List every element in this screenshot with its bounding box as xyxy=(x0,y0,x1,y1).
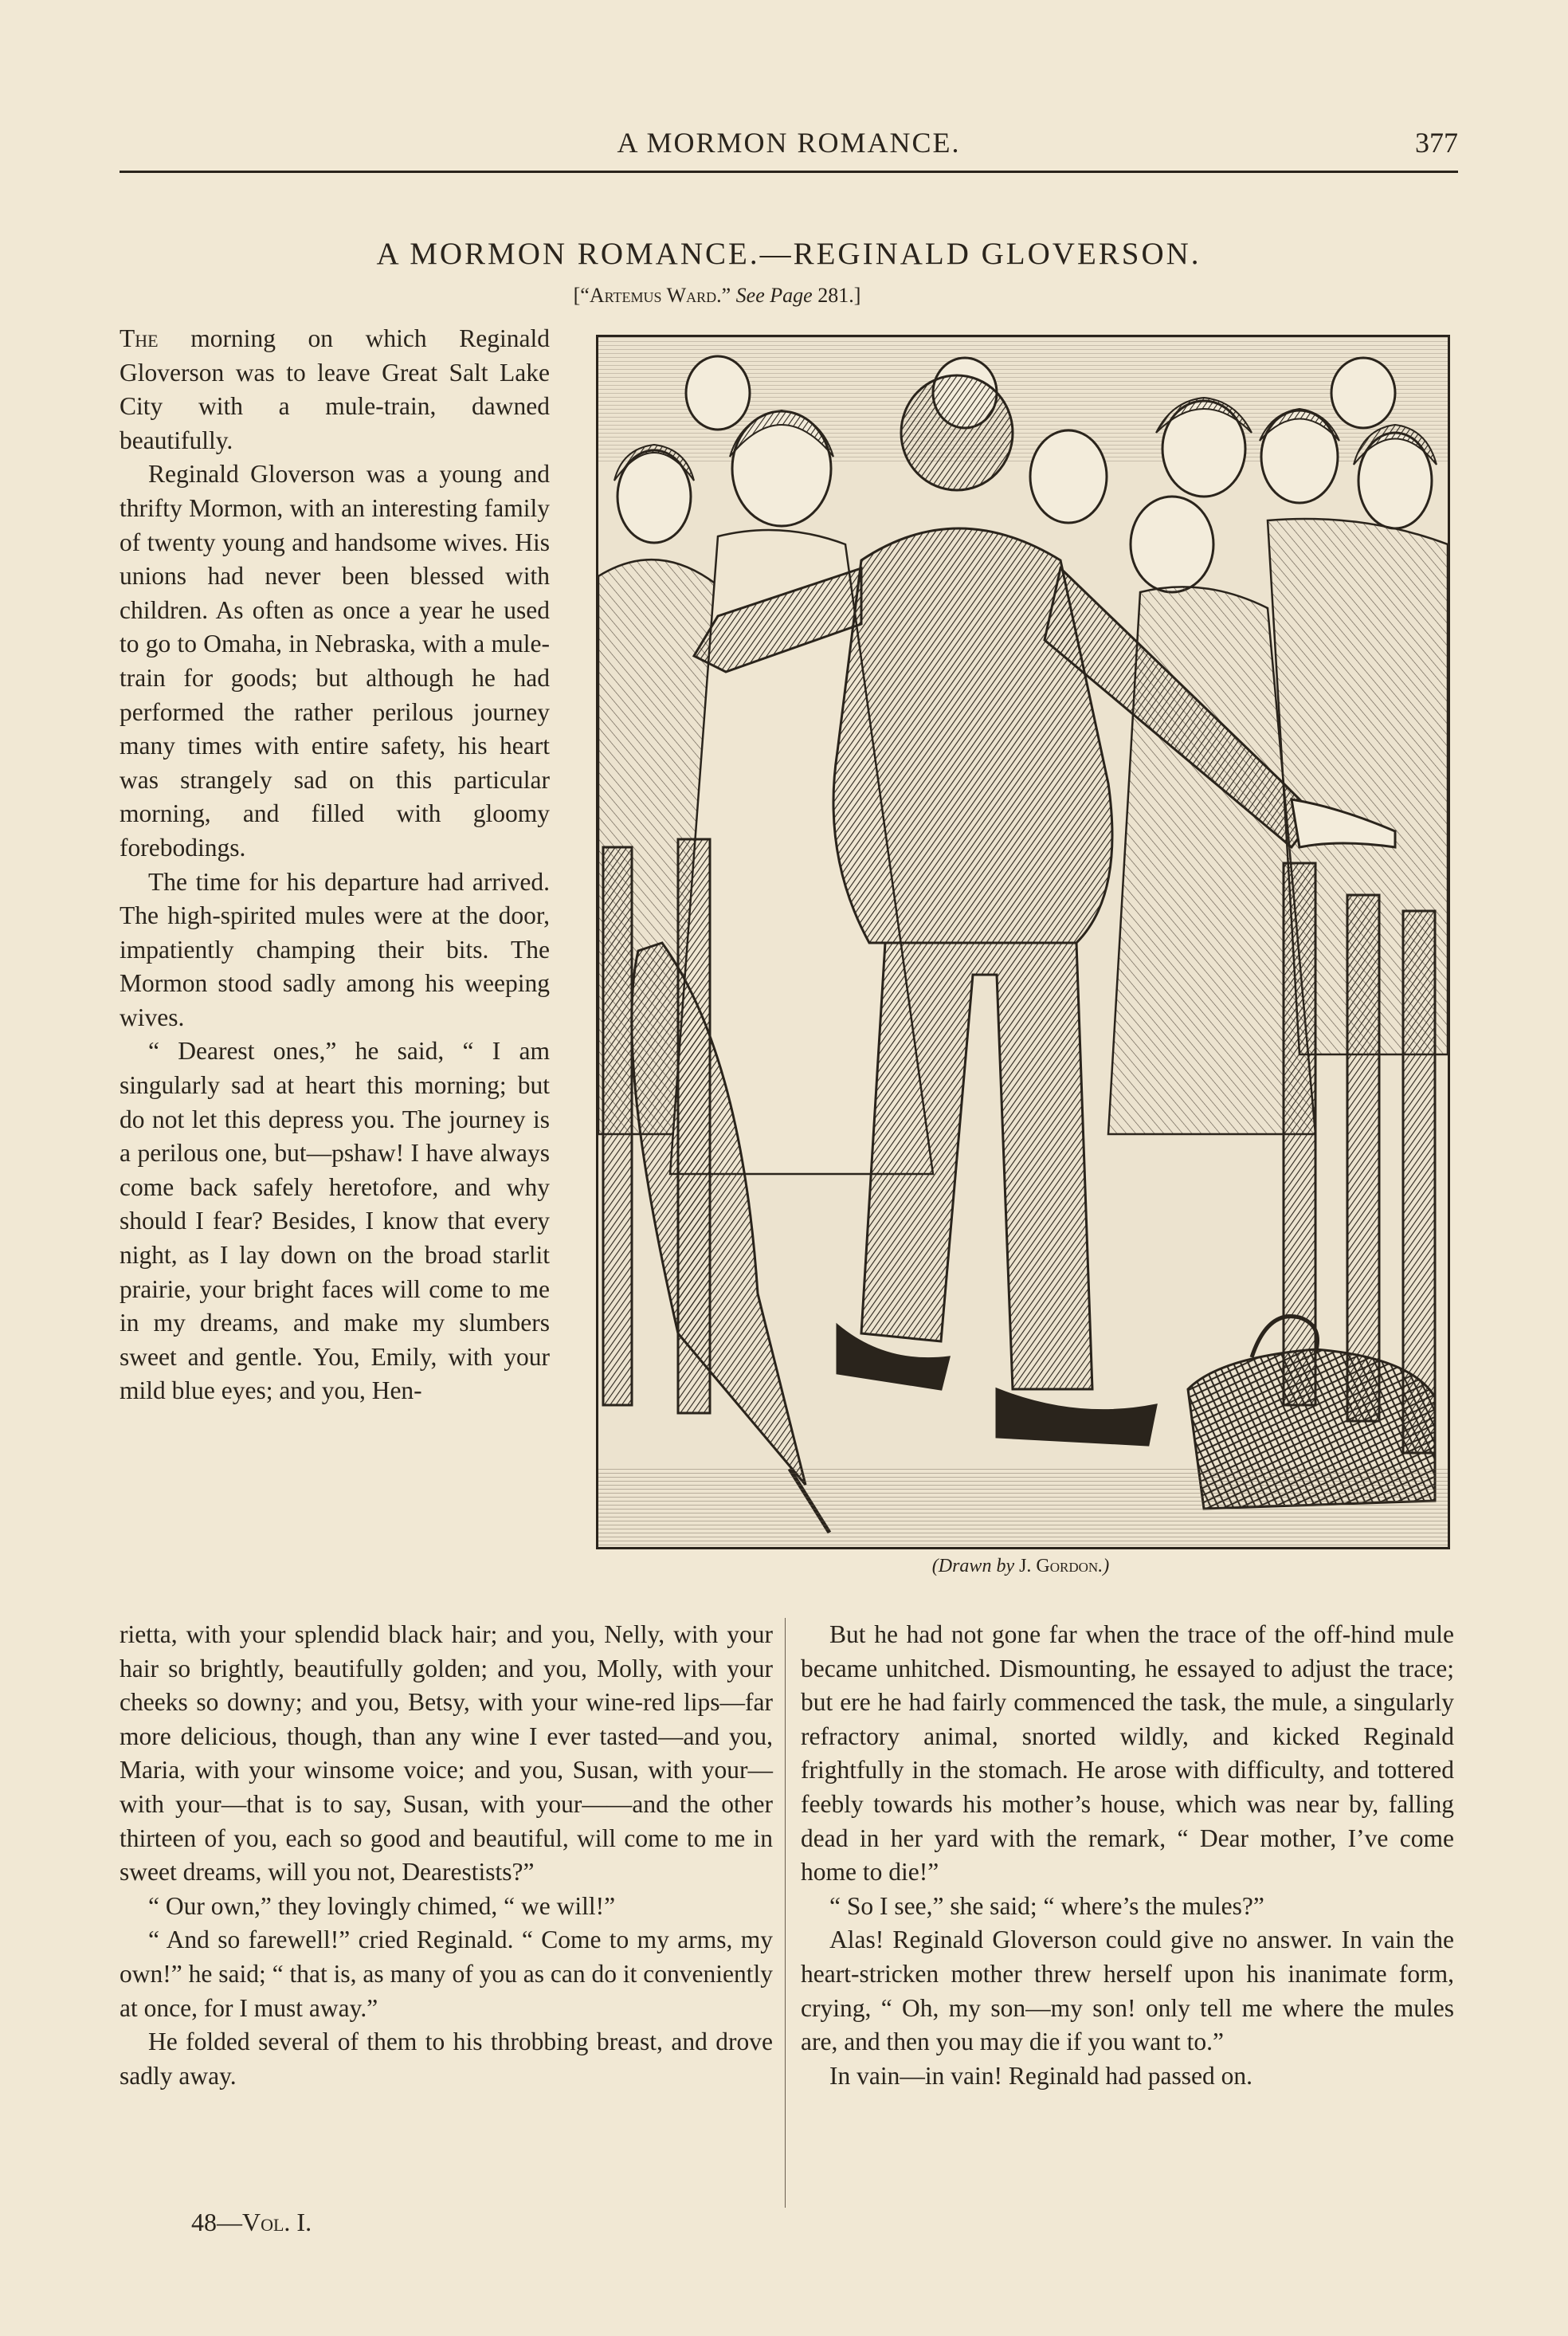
reference-page: 281.] xyxy=(812,284,861,307)
paragraph: But he had not gone far when the trace of the off-hind mule became unhitched. Dismounting, he essayed to adjust the trace; but ere he had fairly commenced the task, the mule, a singularly refractory animal, snorted wildly, and kicked Reginald frightfully in the stomach. He arose with difficulty, and tottered feebly towards his mother’s house, which was near by, falling dead in her yard with the remark, “ Dear mother, I’ve come home to die!” xyxy=(801,1620,1454,1886)
signature-number: 48 xyxy=(191,2208,217,2236)
paragraph: The time for his departure had arrived. The high-spirited mules were at the door, impatiently champing their bits. The Mormon stood sadly among his weeping wives. xyxy=(120,867,550,1031)
running-title: A MORMON ROMANCE. xyxy=(617,127,961,159)
narrow-text-column xyxy=(120,322,550,1408)
credit-artist: J. Gordon xyxy=(1019,1556,1099,1576)
paragraph: rietta, with your splendid black hair; and you, Nelly, with your hair so brightly, beautifully golden; and you, Molly, with your cheeks so downy; and you, Betsy, with your wine-red lips—far more delicious, though, than any wine I ever tasted—and you, Maria, with your winsome voice; and you, Susan, with your—with your—that is to say, Susan, with your——and the other thirteen of you, each so good and beautiful, will come to me in sweet dreams, will you not, Dearestists?” xyxy=(120,1620,773,1886)
reference-mid: .” xyxy=(716,284,736,307)
left-text-column xyxy=(120,1618,773,2093)
running-head xyxy=(120,126,1458,172)
paragraph: “ Dearest ones,” he said, “ I am singularly sad at heart this morning; but do not let this depress you. The journey is a perilous one, but—pshaw! I have always come back safely heretofore, and why should I fear? Besides, I know that every night, as I lay down on the broad starlit prairie, your bright faces will come to me in my dreams, and make my slumbers sweet and gentle. You, Emily, with your mild blue eyes; and you, Hen- xyxy=(120,1037,550,1405)
credit-suffix: .) xyxy=(1098,1556,1110,1576)
paragraph-text: morning on which Reginald Gloverson was to leave Great Salt Lake City with a mule-train, dawned beautifully. xyxy=(120,324,550,454)
article-title: A MORMON ROMANCE.—REGINALD GLOVERSON. xyxy=(376,237,1201,271)
paragraph: He folded several of them to his throbbing breast, and drove sadly away. xyxy=(120,2028,773,2090)
engraving-drawing xyxy=(598,337,1448,1547)
engraving-illustration xyxy=(596,335,1450,1549)
paragraph: Reginald Gloverson was a young and thrifty Mormon, with an interesting family of twenty young and handsome wives. His unions had never been blessed with children. As often as once a year he used to go to Omaha, in Nebraska, with a mule-train for goods; but although he had performed the rather perilous journey many times with entire safety, his heart was strangely sad on this particular morning, and filled with gloomy forebodings. xyxy=(120,460,550,862)
credit-prefix: (Drawn by xyxy=(931,1556,1020,1576)
paragraph: “ Our own,” they lovingly chimed, “ we will!” xyxy=(148,1891,616,1920)
paragraph: “ And so farewell!” cried Reginald. “ Come to my arms, my own!” he said; “ that is, as many of you as can do it conveniently at once, for I must away.” xyxy=(120,1926,773,2022)
paragraph xyxy=(120,322,550,457)
reference-note xyxy=(319,284,1115,308)
artist-credit xyxy=(596,1556,1445,1577)
header-rule xyxy=(120,171,1458,173)
lead-in-word: The xyxy=(120,324,159,352)
page-number: 377 xyxy=(1415,127,1458,159)
reference-prefix: [“ xyxy=(573,284,590,307)
signature-volume: —Vol. I. xyxy=(217,2208,312,2236)
paragraph: In vain—in vain! Reginald had passed on. xyxy=(829,2061,1253,2090)
reference-see: See Page xyxy=(735,284,813,307)
signature-mark xyxy=(191,2208,312,2237)
reference-author: Artemus Ward xyxy=(589,284,717,307)
column-divider xyxy=(785,1618,786,2208)
right-text-column xyxy=(801,1618,1454,2093)
paragraph: Alas! Reginald Gloverson could give no answer. In vain the heart-stricken mother threw herself upon his inanimate form, crying, “ Oh, my son—my son! only tell me where the mules are, and then you may die if you want to.” xyxy=(801,1926,1454,2056)
paragraph: “ So I see,” she said; “ where’s the mules?” xyxy=(829,1891,1264,1920)
